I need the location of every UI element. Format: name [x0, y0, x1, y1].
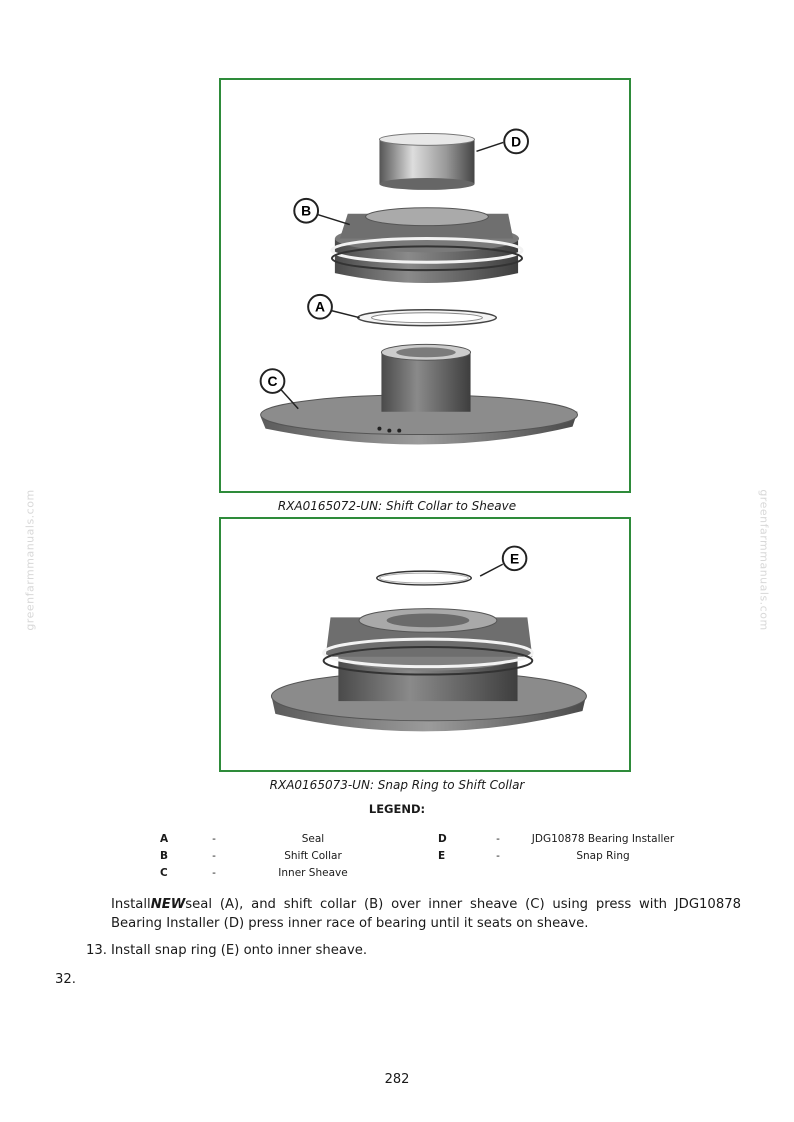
legend-title: LEGEND: — [368, 802, 426, 816]
callout-e — [480, 547, 526, 577]
step-number: 13. — [86, 943, 107, 958]
snap-ring-part — [377, 571, 471, 585]
legend-key: E — [438, 849, 446, 862]
legend-dash: - — [212, 832, 216, 845]
callout-d — [476, 130, 527, 154]
legend-dash: - — [496, 832, 500, 845]
callout-b-label: B — [301, 202, 312, 219]
callout-a-label: A — [315, 298, 326, 315]
legend-key: B — [160, 849, 169, 862]
callout-c-label: C — [267, 373, 278, 390]
figure1-caption: RXA0165072-UN: Shift Collar to Sheave — [277, 499, 517, 513]
callout-e-label: E — [509, 551, 520, 567]
legend-dash: - — [496, 849, 500, 862]
page-number: 282 — [384, 1072, 410, 1087]
legend-row — [150, 830, 710, 847]
step-label-32: 32. — [55, 972, 76, 987]
shift-collar-part — [332, 208, 522, 283]
watermark-left: greenfarmmanuals.com — [23, 489, 37, 631]
new-emphasis: NEW — [150, 897, 186, 912]
instruction-start: Install — [111, 897, 151, 912]
callout-d-label: D — [511, 133, 522, 150]
sheave-assembly-part — [271, 609, 586, 732]
legend-value: Shift Collar — [284, 849, 342, 862]
instruction-rest: seal (A), and shift collar (B) over inner sheave (C) using press with JDG10878 Bearing Installer (D) press inner race of bearing until it seats on sheave. — [111, 897, 741, 931]
legend-value: Inner Sheave — [278, 866, 348, 879]
bearing-installer-part — [379, 133, 474, 189]
legend-key: C — [160, 866, 168, 879]
assembled-sheave-illustration — [221, 519, 629, 770]
watermark-right: greenfarmmanuals.com — [757, 489, 771, 631]
legend-dash: - — [212, 849, 216, 862]
legend-dash: - — [212, 866, 216, 879]
instruction-paragraph — [111, 895, 741, 933]
callout-a — [308, 295, 359, 319]
legend-value: Seal — [301, 832, 325, 845]
inner-sheave-part — [261, 344, 578, 444]
figure2-caption: RXA0165073-UN: Snap Ring to Shift Collar — [269, 778, 525, 792]
step-13 — [86, 943, 367, 958]
callout-b — [294, 199, 349, 225]
exploded-assembly-illustration — [221, 80, 629, 491]
legend-row — [150, 847, 710, 864]
legend-value: Snap Ring — [576, 849, 630, 862]
legend-table — [150, 830, 710, 881]
step-text: Install snap ring (E) onto inner sheave. — [111, 943, 368, 958]
legend-key: D — [438, 832, 447, 845]
legend-row — [150, 864, 710, 881]
callout-c — [261, 369, 299, 409]
figure-snap-ring-to-shift-collar — [219, 517, 631, 772]
legend-key: A — [160, 832, 169, 845]
seal-part — [358, 310, 497, 326]
legend-value: JDG10878 Bearing Installer — [531, 832, 675, 845]
figure-shift-collar-to-sheave — [219, 78, 631, 493]
